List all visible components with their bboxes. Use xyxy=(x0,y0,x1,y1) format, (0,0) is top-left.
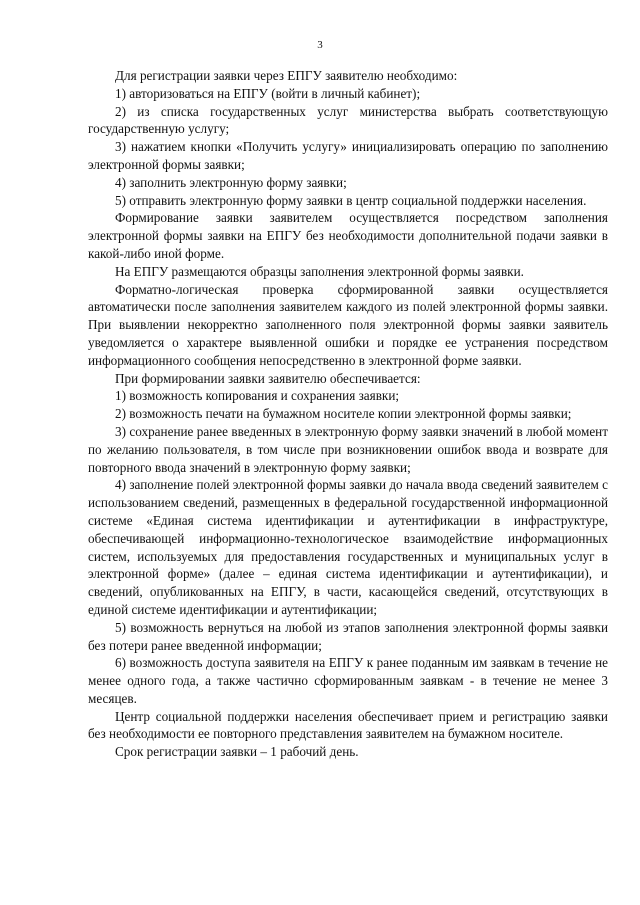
paragraph-registration-term: Срок регистрации заявки – 1 рабочий день. xyxy=(115,744,359,760)
paragraph-provision-2: 2) возможность печати на бумажном носителе копии электронной формы заявки; xyxy=(115,406,572,422)
document-body xyxy=(88,67,608,761)
paragraph-provision-5: 5) возможность вернуться на любой из этапов заполнения электронной формы заявки без потери ранее введенной информации; xyxy=(88,619,608,653)
paragraph-provision-6: 6) возможность доступа заявителя на ЕПГУ к ранее поданным им заявкам в течение не менее одного года, а также частично сформированным заявкам - в течение не менее 3 месяцев. xyxy=(88,655,608,706)
paragraph-provisions-intro: При формировании заявки заявителю обеспечивается: xyxy=(115,370,421,386)
paragraph-intro: Для регистрации заявки через ЕПГУ заявителю необходимо: xyxy=(115,68,458,83)
paragraph-formation: Формирование заявки заявителем осуществляется посредством заполнения электронной формы заявки на ЕПГУ без необходимости дополнительной подачи заявки в какой-либо иной форме. xyxy=(88,210,608,261)
paragraph-provision-1: 1) возможность копирования и сохранения заявки; xyxy=(115,388,400,404)
paragraph-registration-center: Центр социальной поддержки населения обеспечивает прием и регистрацию заявки без необходимости ее повторного представления заявителем на бумажном носителе. xyxy=(88,708,608,742)
paragraph-provision-4: 4) заполнение полей электронной формы заявки до начала ввода сведений заявителем с использованием сведений, размещенных в федеральной государственной информационной системе «Единая система идентификации и аутентификации в инфраструктуре, обеспечивающей информационно-технологическое взаимодействие информационных систем, используемых для предоставления государственных и муниципальных услуг в электронной форме» (далее – единая система идентификации и аутентификации), и сведений, опубликованных на ЕПГУ, в части, касающейся сведений, отсутствующих в единой системе идентификации и аутентификации; xyxy=(88,477,608,617)
paragraph-provision-3: 3) сохранение ранее введенных в электронную форму заявки значений в любой момент по желанию пользователя, в том числе при возникновении ошибок ввода и возврате для повторного ввода значений в электронную форму заявки; xyxy=(88,423,608,475)
paragraph-validation: Форматно-логическая проверка сформированной заявки осуществляется автоматически после заполнения заявителем каждого из полей электронной формы заявки. При выявлении некорректно заполненного поля электронной формы заявки заявитель уведомляется о характере выявленной ошибки и порядке ее устранения посредством информационного сообщения непосредственно в электронной форме заявки. xyxy=(88,281,608,368)
paragraph-step-3: 3) нажатием кнопки «Получить услугу» инициализировать операцию по заполнению электронной формы заявки; xyxy=(88,139,608,172)
paragraph-step-5: 5) отправить электронную форму заявки в центр социальной поддержки населения. xyxy=(115,192,587,208)
paragraph-step-2: 2) из списка государственных услуг министерства выбрать соответствующую государственную услугу; xyxy=(88,103,608,137)
paragraph-step-1: 1) авторизоваться на ЕПГУ (войти в личный кабинет); xyxy=(115,85,421,101)
page-number: 3 xyxy=(317,39,323,51)
paragraph-step-4: 4) заполнить электронную форму заявки; xyxy=(115,174,347,190)
paragraph-samples: На ЕПГУ размещаются образцы заполнения электронной формы заявки. xyxy=(115,263,524,279)
